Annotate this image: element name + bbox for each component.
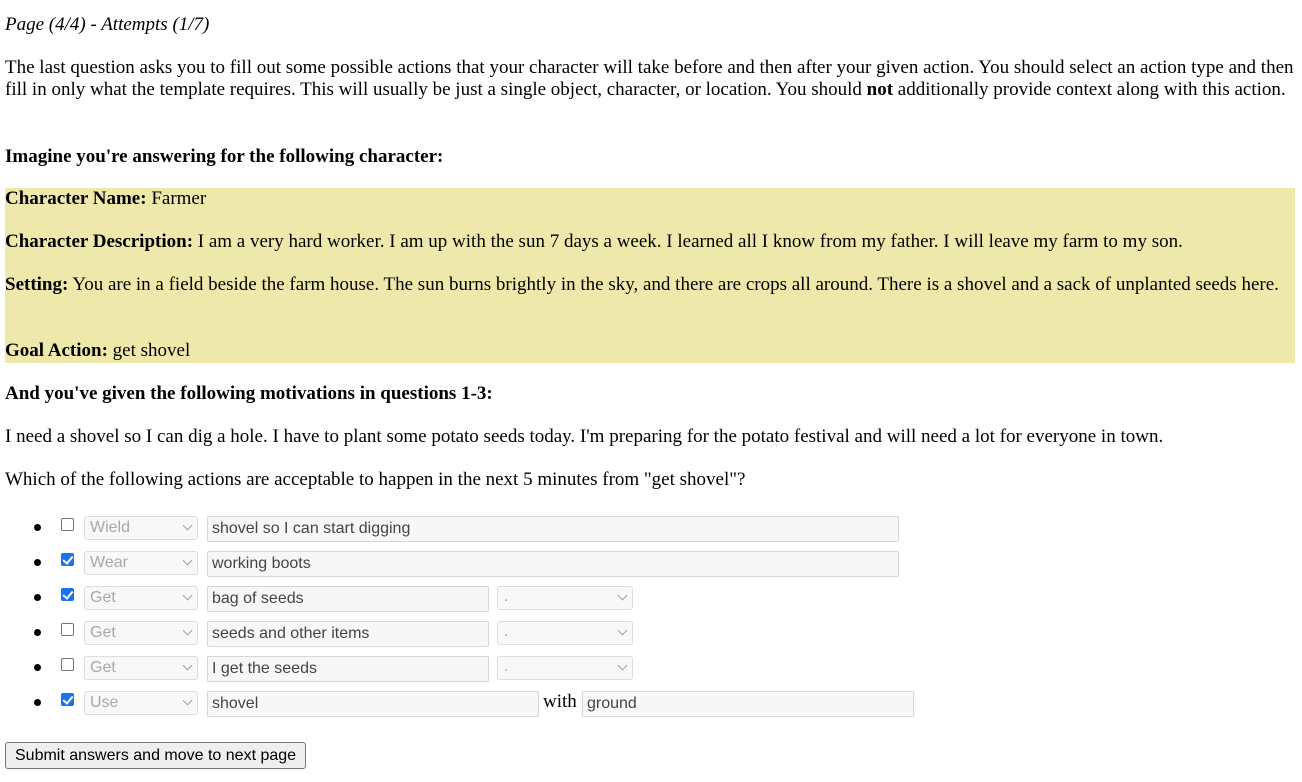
action-checkbox[interactable] — [61, 518, 74, 531]
chevron-down-icon — [183, 591, 193, 601]
action-verb-select[interactable] — [84, 586, 198, 610]
character-description-label: Character Description: — [5, 231, 194, 252]
setting-label: Setting: — [5, 274, 69, 295]
character-name-value: Farmer — [151, 188, 207, 209]
motivations-heading: And you've given the following motivations in questions 1-3: — [5, 383, 493, 404]
page-info: Page (4/4) - Attempts (1/7) — [5, 14, 210, 35]
action-object-input[interactable]: shovel — [207, 691, 539, 717]
action-verb-value: Wield — [90, 519, 131, 536]
action-object-input[interactable]: working boots — [207, 551, 899, 577]
instructions-text-before: The last question asks you to fill out some possible actions that your character will take before and then after your given action. You should select an action type and then fill in only what the template requires. This will usually be just a single object, character, or location. You should — [5, 57, 1294, 100]
action-checkbox[interactable] — [61, 588, 74, 601]
chevron-down-icon — [183, 696, 193, 706]
action-verb-value: Use — [90, 694, 119, 711]
chevron-down-icon — [183, 626, 193, 636]
action-verb-value: Get — [90, 624, 116, 641]
action-object-input[interactable]: shovel so I can start digging — [207, 516, 899, 542]
action-checkbox[interactable] — [61, 658, 74, 671]
character-name — [5, 188, 1290, 210]
action-verb-value: Wear — [90, 554, 128, 571]
action-checkbox[interactable] — [61, 693, 74, 706]
action-verb-select[interactable] — [84, 621, 198, 645]
action-verb-select[interactable] — [84, 516, 198, 540]
action-checkbox[interactable] — [61, 553, 74, 566]
action-target-input[interactable]: ground — [582, 691, 914, 717]
bullet-icon — [34, 629, 41, 636]
with-label: with — [543, 691, 577, 712]
character-name-label: Character Name: — [5, 188, 147, 209]
goal-action-value: get shovel — [112, 340, 191, 361]
action-verb-select[interactable] — [84, 551, 198, 575]
setting — [5, 274, 1290, 296]
action-extra-select[interactable] — [497, 621, 633, 645]
bullet-icon — [34, 594, 41, 601]
bullet-icon — [34, 699, 41, 706]
action-object-input[interactable]: seeds and other items — [207, 621, 489, 647]
action-verb-value: Get — [90, 659, 116, 676]
bullet-icon — [34, 524, 41, 531]
chevron-down-icon — [183, 521, 193, 531]
character-info-box — [5, 188, 1295, 363]
instructions — [5, 57, 1296, 101]
action-object-input[interactable]: bag of seeds — [207, 586, 489, 612]
goal-action — [5, 340, 1290, 362]
submit-button[interactable]: Submit answers and move to next page — [5, 742, 306, 769]
motivations-text: I need a shovel so I can dig a hole. I have to plant some potato seeds today. I'm preparing for the potato festival and will need a lot for everyone in town. — [5, 426, 1164, 447]
instructions-emphasis: not — [866, 79, 894, 100]
action-verb-select[interactable] — [84, 656, 198, 680]
bullet-icon — [34, 559, 41, 566]
chevron-down-icon — [618, 591, 628, 601]
action-extra-value: . — [504, 623, 509, 640]
character-description-value: I am a very hard worker. I am up with the sun 7 days a week. I learned all I know from my father. I will leave my farm to my son. — [197, 231, 1183, 252]
action-verb-value: Get — [90, 589, 116, 606]
goal-action-label: Goal Action: — [5, 340, 108, 361]
chevron-down-icon — [183, 661, 193, 671]
action-extra-value: . — [504, 658, 509, 675]
action-extra-select[interactable] — [497, 586, 633, 610]
action-extra-select[interactable] — [497, 656, 633, 680]
action-extra-value: . — [504, 588, 509, 605]
chevron-down-icon — [618, 661, 628, 671]
action-checkbox[interactable] — [61, 623, 74, 636]
bullet-icon — [34, 664, 41, 671]
question-text: Which of the following actions are acceptable to happen in the next 5 minutes from "get shovel"? — [5, 469, 746, 490]
action-verb-select[interactable] — [84, 691, 198, 715]
chevron-down-icon — [183, 556, 193, 566]
instructions-text-after: additionally provide context along with this action. — [893, 79, 1286, 100]
action-object-input[interactable]: I get the seeds — [207, 656, 489, 682]
imagine-heading: Imagine you're answering for the following character: — [5, 146, 444, 167]
character-description — [5, 231, 1290, 253]
chevron-down-icon — [618, 626, 628, 636]
setting-value: You are in a field beside the farm house. The sun burns brightly in the sky, and there are crops all around. There is a shovel and a sack of unplanted seeds here. — [72, 274, 1279, 295]
